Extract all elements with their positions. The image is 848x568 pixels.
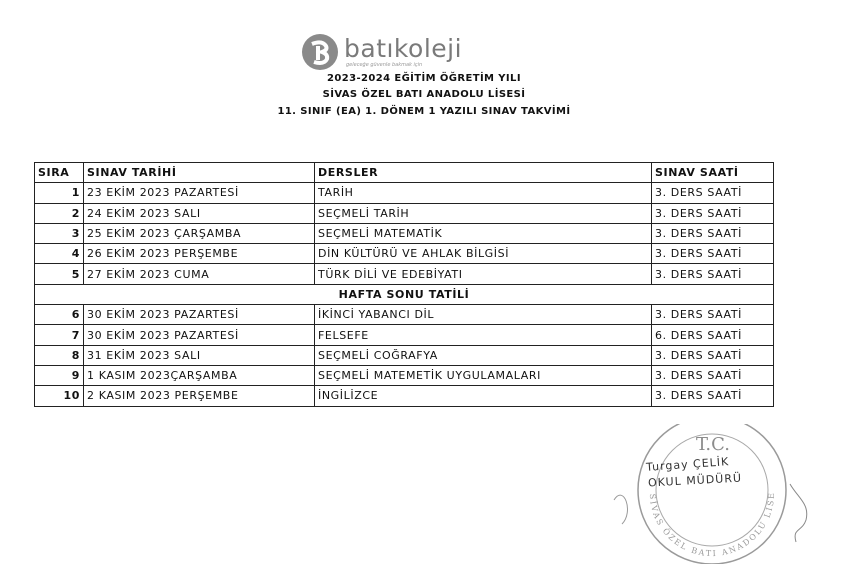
exam-period: 3. DERS SAATİ bbox=[652, 386, 774, 406]
exam-date: 30 EKİM 2023 PAZARTESİ bbox=[84, 305, 315, 325]
course-name: SEÇMELİ TARİH bbox=[315, 203, 652, 223]
course-name: SEÇMELİ MATEMATİK bbox=[315, 223, 652, 243]
table-row bbox=[35, 305, 774, 325]
row-number: 6 bbox=[35, 305, 84, 325]
exam-period: 3. DERS SAATİ bbox=[652, 305, 774, 325]
exam-date: 27 EKİM 2023 CUMA bbox=[84, 264, 315, 284]
table-row bbox=[35, 365, 774, 385]
exam-date: 30 EKİM 2023 PAZARTESİ bbox=[84, 325, 315, 345]
course-name: SEÇMELİ MATEMETİK UYGULAMALARI bbox=[315, 365, 652, 385]
row-number: 8 bbox=[35, 345, 84, 365]
course-name: FELSEFE bbox=[315, 325, 652, 345]
exam-period: 6. DERS SAATİ bbox=[652, 325, 774, 345]
exam-date: 23 EKİM 2023 PAZARTESİ bbox=[84, 183, 315, 203]
signature-title: OKUL MÜDÜRÜ bbox=[647, 471, 743, 490]
course-name: DİN KÜLTÜRÜ VE AHLAK BİLGİSİ bbox=[315, 244, 652, 264]
table-row bbox=[35, 345, 774, 365]
course-name: İKİNCİ YABANCI DİL bbox=[315, 305, 652, 325]
table-row bbox=[35, 203, 774, 223]
exam-date: 31 EKİM 2023 SALI bbox=[84, 345, 315, 365]
course-name: TARİH bbox=[315, 183, 652, 203]
course-name: TÜRK DİLİ VE EDEBİYATI bbox=[315, 264, 652, 284]
svg-text:SİVAS ÖZEL BATI ANADOLU LİSESİ bbox=[610, 424, 776, 558]
seal-top-text: T.C. bbox=[696, 434, 730, 455]
table-header-row bbox=[35, 163, 774, 183]
exam-period: 3. DERS SAATİ bbox=[652, 183, 774, 203]
weekend-break-label: HAFTA SONU TATİLİ bbox=[35, 284, 774, 304]
row-number: 7 bbox=[35, 325, 84, 345]
row-number: 5 bbox=[35, 264, 84, 284]
column-header-saat: SINAV SAATİ bbox=[652, 163, 774, 183]
signature-name: Turgay ÇELİK bbox=[645, 455, 730, 474]
course-name: SEÇMELİ COĞRAFYA bbox=[315, 345, 652, 365]
row-number: 9 bbox=[35, 365, 84, 385]
exam-date: 26 EKİM 2023 PERŞEMBE bbox=[84, 244, 315, 264]
column-header-dersler: DERSLER bbox=[315, 163, 652, 183]
row-number: 3 bbox=[35, 223, 84, 243]
row-number: 10 bbox=[35, 386, 84, 406]
batikoleji-logo-icon bbox=[300, 32, 342, 72]
logo-tagline: geleceğe güvenle bakmak için bbox=[346, 62, 423, 68]
exam-period: 3. DERS SAATİ bbox=[652, 244, 774, 264]
table-row bbox=[35, 223, 774, 243]
exam-period: 3. DERS SAATİ bbox=[652, 264, 774, 284]
table-row bbox=[35, 325, 774, 345]
school-name-heading: SİVAS ÖZEL BATI ANADOLU LİSESİ bbox=[322, 89, 526, 100]
table-row bbox=[35, 183, 774, 203]
course-name: İNGİLİZCE bbox=[315, 386, 652, 406]
exam-date: 24 EKİM 2023 SALI bbox=[84, 203, 315, 223]
exam-period: 3. DERS SAATİ bbox=[652, 223, 774, 243]
academic-year-heading: 2023-2024 EĞİTİM ÖĞRETİM YILI bbox=[327, 73, 521, 84]
exam-date: 2 KASIM 2023 PERŞEMBE bbox=[84, 386, 315, 406]
row-number: 2 bbox=[35, 203, 84, 223]
exam-period: 3. DERS SAATİ bbox=[652, 345, 774, 365]
official-stamp-and-signature bbox=[610, 424, 815, 564]
column-header-sira: SIRA bbox=[35, 163, 84, 183]
exam-date: 1 KASIM 2023ÇARŞAMBA bbox=[84, 365, 315, 385]
table-row bbox=[35, 264, 774, 284]
row-number: 4 bbox=[35, 244, 84, 264]
row-number: 1 bbox=[35, 183, 84, 203]
logo-wordmark: batıkoleji bbox=[344, 34, 463, 63]
exam-date: 25 EKİM 2023 ÇARŞAMBA bbox=[84, 223, 315, 243]
table-row bbox=[35, 244, 774, 264]
column-header-tarih: SINAV TARİHİ bbox=[84, 163, 315, 183]
exam-schedule-title: 11. SINIF (EA) 1. DÖNEM 1 YAZILI SINAV TAKVİMİ bbox=[277, 106, 571, 117]
weekend-break-row bbox=[35, 284, 774, 304]
exam-schedule-table bbox=[34, 162, 774, 407]
exam-period: 3. DERS SAATİ bbox=[652, 203, 774, 223]
seal-ring-text: SİVAS ÖZEL BATI ANADOLU LİSE bbox=[647, 491, 777, 559]
table-row bbox=[35, 386, 774, 406]
exam-period: 3. DERS SAATİ bbox=[652, 365, 774, 385]
school-seal-icon bbox=[610, 424, 815, 564]
